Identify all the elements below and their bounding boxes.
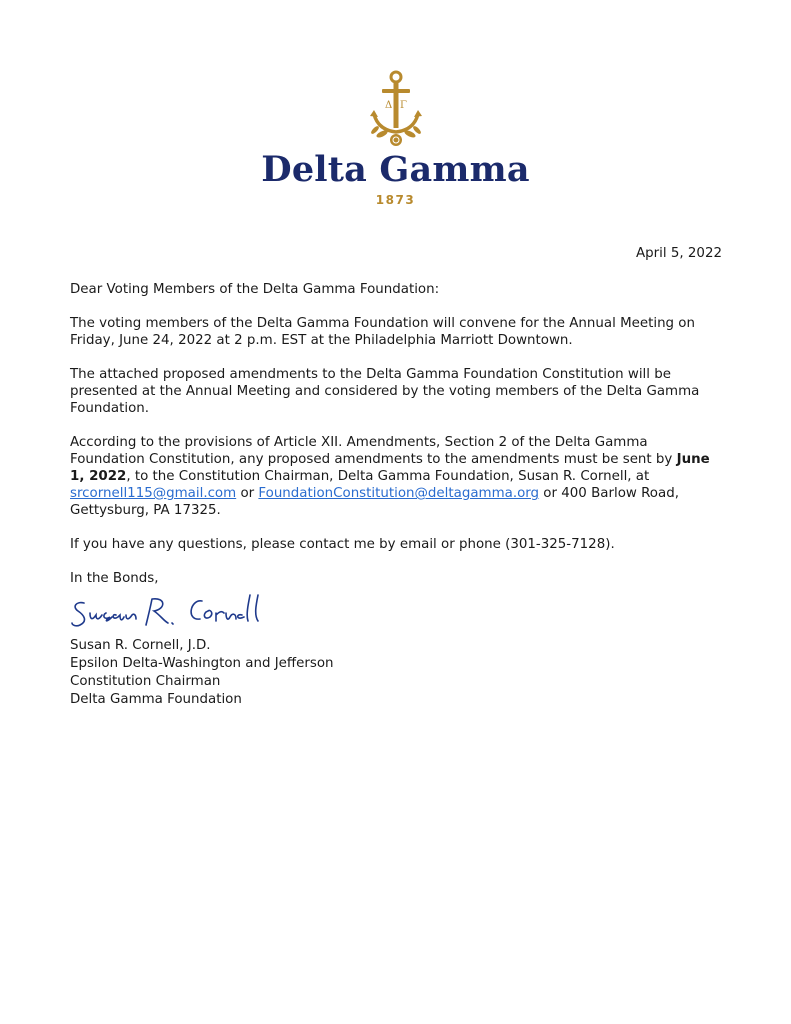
- mailing-address: or 400 Barlow Road, Gettysburg, PA 17325.: [70, 486, 679, 518]
- paragraph-provisions: [70, 434, 722, 519]
- anchor-icon: [364, 70, 428, 148]
- svg-text:Γ: Γ: [399, 100, 407, 111]
- closing: In the Bonds,: [70, 571, 159, 586]
- salutation: Dear Voting Members of the Delta Gamma Foundation:: [70, 282, 440, 297]
- paragraph-meeting: The voting members of the Delta Gamma Foundation will convene for the Annual Meeting on Friday, June 24, 2022 at 2 p.m. EST at the Philadelphia Marriott Downtown.: [70, 316, 695, 348]
- letterhead: [0, 70, 791, 208]
- letter-body: [70, 245, 722, 709]
- organization-name: Delta Gamma: [261, 149, 530, 190]
- provisions-middle: , to the Constitution Chairman, Delta Gamma Foundation, Susan R. Cornell, at: [126, 469, 650, 484]
- paragraph-amendments: The attached proposed amendments to the Delta Gamma Foundation Constitution will be presented at the Annual Meeting and considered by the voting members of the Delta Gamma Foundation.: [70, 367, 700, 416]
- emblem-letters: Δ: [384, 100, 392, 111]
- or-text: or: [236, 486, 259, 501]
- email-link-foundation[interactable]: FoundationConstitution@deltagamma.org: [258, 486, 540, 501]
- signer-organization: Delta Gamma Foundation: [70, 692, 242, 707]
- paragraph-contact: If you have any questions, please contact me by email or phone (301-325-7128).: [70, 537, 615, 552]
- provisions-intro: According to the provisions of Article XII. Amendments, Section 2 of the Delta Gamma Foundation Constitution, any proposed amendments to the amendments must be sent by: [70, 435, 677, 467]
- signature-block: [70, 637, 722, 709]
- founding-year: 1873: [375, 193, 416, 207]
- letter-date: April 5, 2022: [636, 246, 722, 261]
- deadline-date: June 1, 2022: [70, 452, 710, 484]
- signer-title: Constitution Chairman: [70, 674, 221, 689]
- handwritten-signature: [70, 591, 722, 635]
- email-link-personal[interactable]: srcornell115@gmail.com: [70, 486, 237, 501]
- signer-name: Susan R. Cornell, J.D.: [70, 638, 211, 653]
- signer-chapter: Epsilon Delta-Washington and Jefferson: [70, 656, 334, 671]
